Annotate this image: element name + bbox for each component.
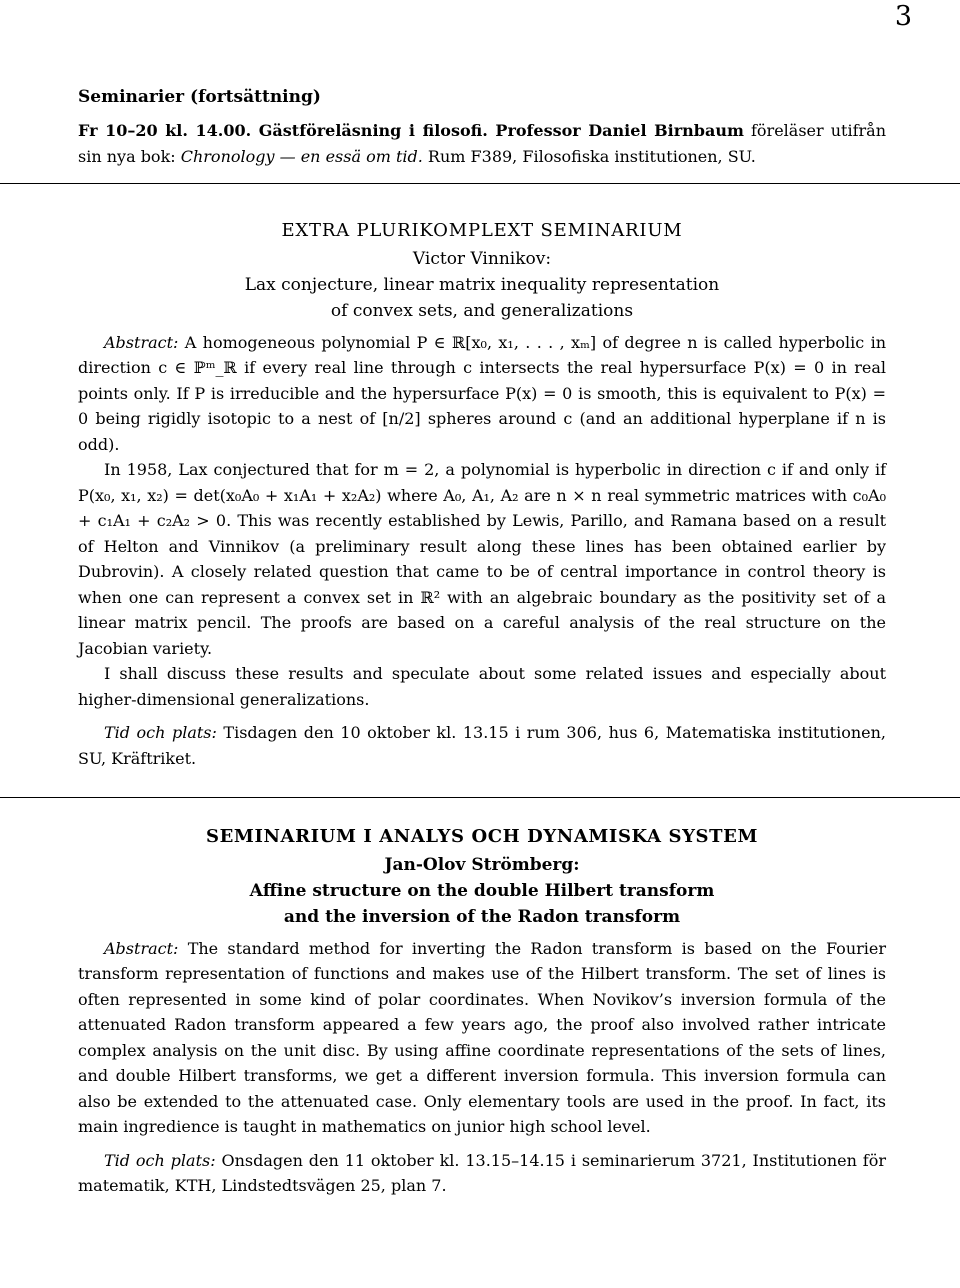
seminar1-abstract-p2: In 1958, Lax conjectured that for m = 2, a polynomial is hyperbolic in direction c if and only if P(x₀, x₁, x₂) = det(x₀A₀ + x₁A₁ + x₂A₂) where A₀, A₁, A₂ are n × n real symmetric matrices with c₀A₀ + c₁A₁ + c₂A₂ > 0. This was recently established by Lewis, Parillo, and Ramana based on a result of Helton and Vinnikov (a preliminary result along these lines has been obtained earlier by Dubrovin). A closely related question that came to be of central importance in control theory is when one can represent a convex set in ℝ² with an algebraic boundary as the positivity set of a linear matrix pencil. The proofs are based on a careful analysis of the real structure on the Jacobian variety. bbox=[78, 460, 886, 658]
seminar1-abstract-p1 bbox=[78, 330, 886, 458]
seminar2-title-line2: and the inversion of the Radon transform bbox=[283, 906, 681, 927]
time-text: Onsdagen den 11 oktober kl. 13.15–14.15 i seminarierum 3721, Institutionen för matematik, KTH, Lindstedtsvägen 25, plan 7. bbox=[78, 1150, 887, 1195]
time-label: Tid och plats: bbox=[104, 1150, 216, 1170]
guest-lecture-text-2: Rum F389, Filosofiska institutionen, SU. bbox=[422, 146, 756, 166]
seminar1-title-line2: of convex sets, and generalizations bbox=[330, 300, 634, 321]
seminar2-heading: SEMINARIUM I ANALYS OCH DYNAMISKA SYSTEM bbox=[206, 826, 758, 847]
book-title: Chronology — en essä om tid. bbox=[180, 146, 423, 166]
time-label: Tid och plats: bbox=[104, 723, 217, 742]
page-number: 3 bbox=[894, 1, 912, 32]
section-heading: Seminarier (fortsättning) bbox=[78, 87, 321, 107]
abstract-label: Abstract: bbox=[104, 938, 179, 958]
seminar2-speaker: Jan-Olov Strömberg: bbox=[384, 854, 580, 875]
seminar2-time-place bbox=[78, 1148, 886, 1199]
seminar1-time-place bbox=[78, 720, 886, 771]
abstract-text: A homogeneous polynomial P ∈ ℝ[x₀, x₁, . . . , xₘ] of degree n is called hyperbolic in direction c ∈ ℙᵐ_ℝ if every real line through c intersects the real hypersurface P(x) = 0 in real points only. If P is irreducible and the hypersurface P(x) = 0 is smooth, this is equivalent to P(x) = 0 being rigidly isotopic to a nest of [n/2] spheres around c (and an additional hyperplane if n is odd). bbox=[78, 332, 886, 454]
seminar1-abstract-p3: I shall discuss these results and speculate about some related issues and especially about higher-dimensional generalizations. bbox=[78, 664, 886, 709]
seminar1-heading: EXTRA PLURIKOMPLEXT SEMINARIUM bbox=[281, 220, 683, 241]
guest-lecture-entry bbox=[78, 118, 886, 169]
seminar2-title-line1: Affine structure on the double Hilbert transform bbox=[249, 880, 715, 901]
guest-lecture-text-1: föreläser utifrån sin nya bok: bbox=[78, 121, 887, 166]
seminar1-speaker: Victor Vinnikov: bbox=[412, 248, 552, 269]
page-content bbox=[78, 84, 886, 1199]
abstract-text: The standard method for inverting the Radon transform is based on the Fourier transform representation of functions and makes use of the Hilbert transform. The set of lines is often represented in some kind of polar coordinates. When Novikov’s inversion formula of the attenuated Radon transform appeared a few years ago, the proof also involved rather intricate complex analysis on the unit disc. By using affine coordinate representations of the sets of lines, and double Hilbert transforms, we get a different inversion formula. This inversion formula can also be extended to the attenuated case. Only elementary tools are used in the proof. In fact, its main ingredience is taught in mathematics on junior high school level. bbox=[78, 938, 886, 1136]
guest-lecture-bold: Fr 10–20 kl. 14.00. Gästföreläsning i filosofi. Professor Daniel Birnbaum bbox=[78, 121, 744, 140]
seminar2-abstract bbox=[78, 936, 886, 1140]
time-text: Tisdagen den 10 oktober kl. 13.15 i rum 306, hus 6, Matematiska institutionen, SU, Kräftriket. bbox=[78, 723, 887, 768]
abstract-label: Abstract: bbox=[104, 332, 179, 352]
seminar1-title-line1: Lax conjecture, linear matrix inequality representation bbox=[244, 274, 720, 295]
